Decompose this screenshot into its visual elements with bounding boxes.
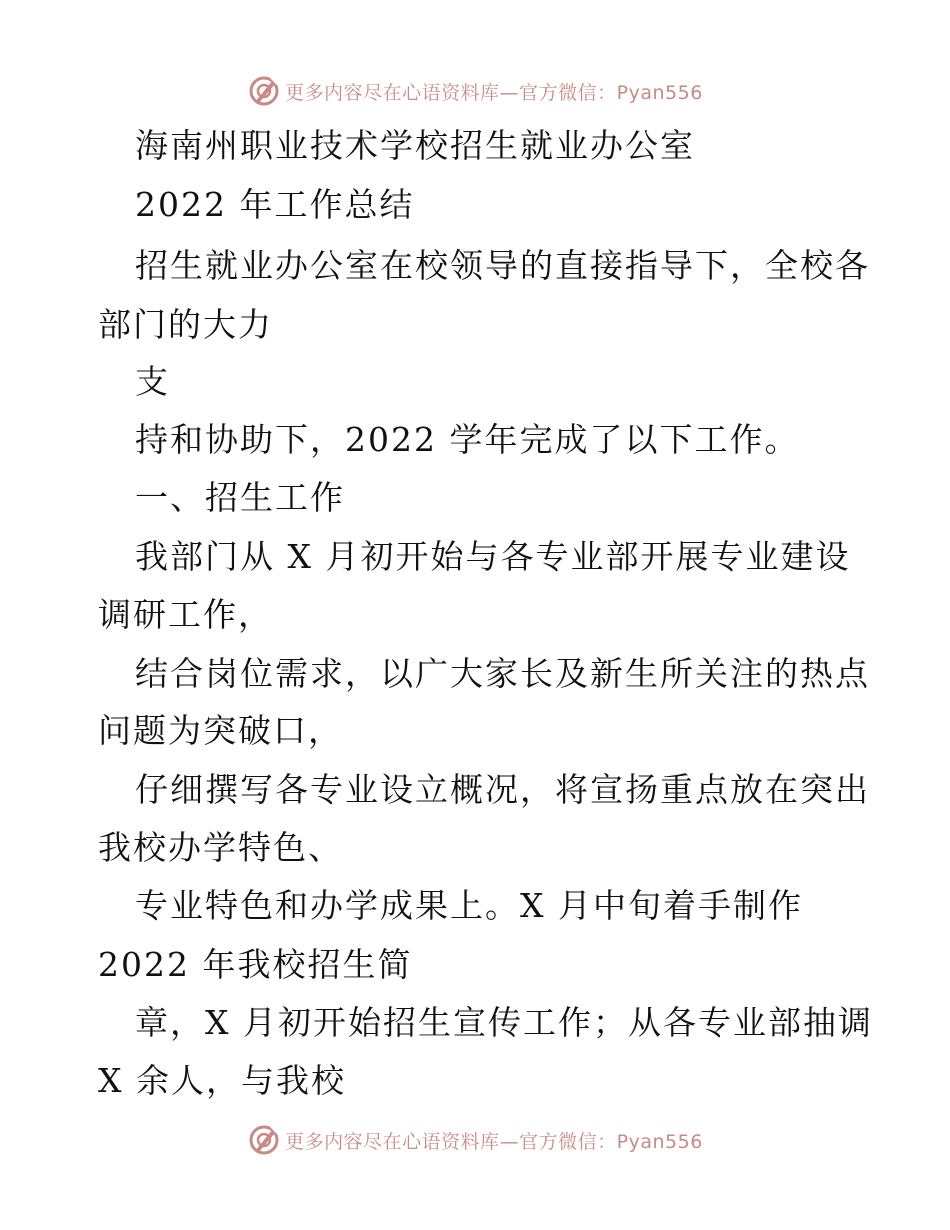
paragraph-line: 支 bbox=[135, 362, 170, 401]
paragraph-line: 调研工作， bbox=[98, 595, 273, 634]
doc-title-line-2: 2022 年工作总结 bbox=[135, 185, 415, 224]
paragraph-line: 招生就业办公室在校领导的直接指导下，全校各 bbox=[135, 246, 870, 285]
paragraph-line: 结合岗位需求，以广大家长及新生所关注的热点 bbox=[135, 654, 870, 693]
paragraph-line: 持和协助下，2022 学年完成了以下工作。 bbox=[135, 420, 800, 459]
footer-watermark bbox=[0, 1120, 950, 1160]
quill-seal-icon bbox=[247, 1123, 281, 1157]
header-watermark bbox=[0, 71, 950, 111]
paragraph-line: 部门的大力 bbox=[98, 305, 273, 344]
paragraph-line: 我部门从 X 月初开始与各专业部开展专业建设 bbox=[135, 537, 851, 576]
paragraph-line: 章，X 月初开始招生宣传工作；从各专业部抽调 bbox=[135, 1003, 873, 1042]
paragraph-line: X 余人，与我校 bbox=[98, 1061, 346, 1100]
paragraph-line: 专业特色和办学成果上。X 月中旬着手制作 bbox=[135, 886, 803, 925]
paragraph-line: 问题为突破口， bbox=[98, 711, 343, 750]
section-heading: 一、招生工作 bbox=[135, 478, 345, 517]
doc-title-line-1: 海南州职业技术学校招生就业办公室 bbox=[135, 126, 695, 165]
paragraph-line: 仔细撰写各专业设立概况，将宣扬重点放在突出 bbox=[135, 770, 870, 809]
paragraph-line: 我校办学特色、 bbox=[98, 828, 343, 867]
paragraph-line: 2022 年我校招生简 bbox=[98, 945, 413, 984]
watermark-text: 更多内容尽在心语资料库—官方微信：Pyan556 bbox=[285, 81, 703, 104]
quill-seal-icon bbox=[247, 74, 281, 108]
watermark-text: 更多内容尽在心语资料库—官方微信：Pyan556 bbox=[285, 1130, 703, 1153]
